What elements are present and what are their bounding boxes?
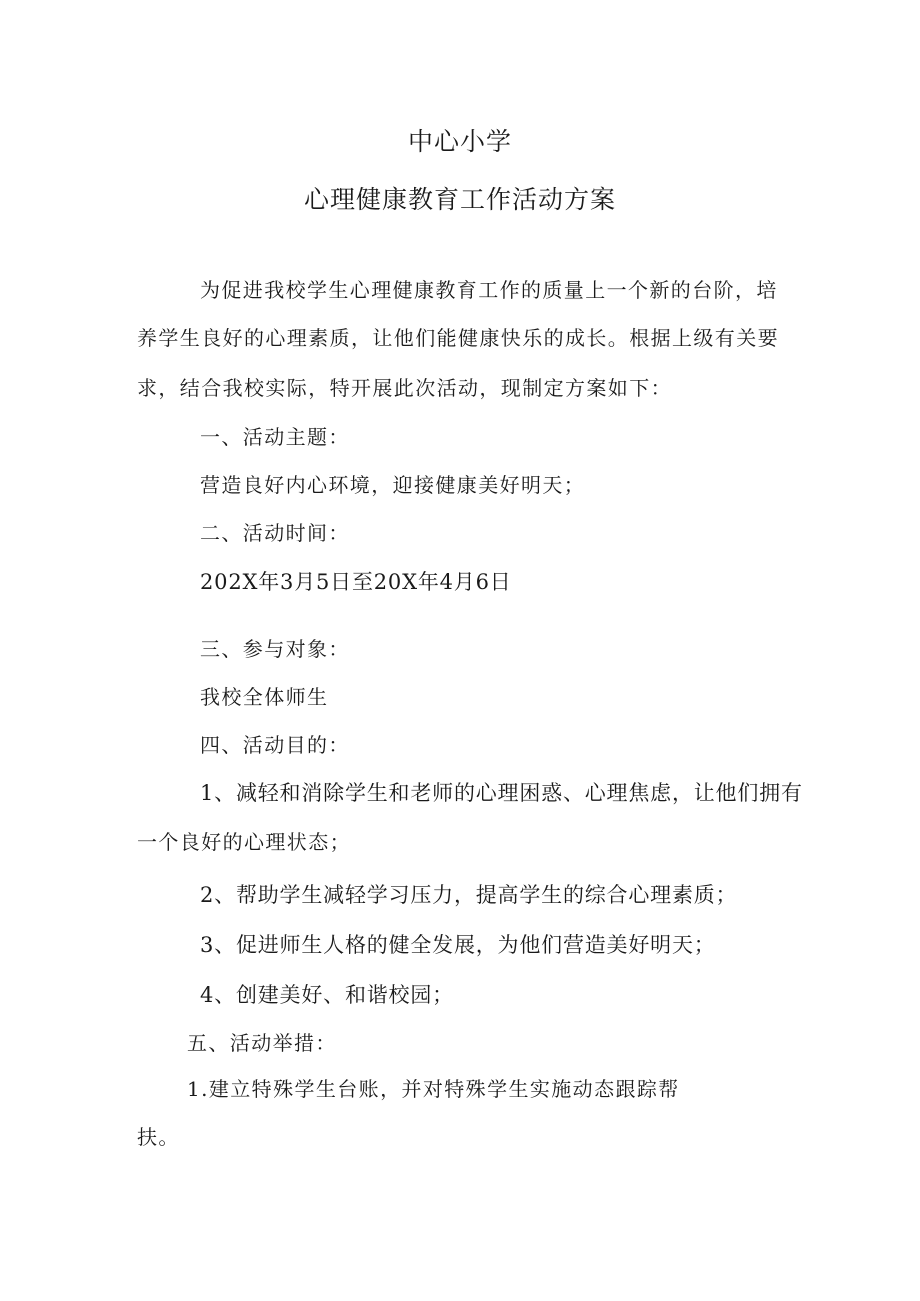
document-title-school: 中心小学 [407, 127, 512, 156]
section5-heading: 五、活动举措： [187, 1031, 337, 1055]
section2-content: 202X年3月5日至20X年4月6日 [200, 570, 512, 594]
intro-line-1: 为促进我校学生心理健康教育工作的质量上一个新的台阶，培 [200, 278, 778, 302]
section4-item1-line2: 一个良好的心理状态； [137, 830, 351, 854]
intro-line-3: 求，结合我校实际，特开展此次活动，现制定方案如下： [137, 376, 672, 400]
section4-item2: 2、帮助学生减轻学习压力，提高学生的综合心理素质； [200, 883, 738, 907]
section4-item3: 3、促进师生人格的健全发展，为他们营造美好明天； [200, 933, 716, 957]
section5-item1-line2: 扶。 [137, 1125, 180, 1149]
section5-item1-line1: 1.建立特殊学生台账，并对特殊学生实施动态跟踪帮 [187, 1077, 680, 1101]
section4-item1-line1: 1、减轻和消除学生和老师的心理困惑、心理焦虑，让他们拥有 [200, 781, 803, 805]
section3-heading: 三、参与对象： [200, 637, 350, 661]
section4-item4: 4、创建美好、和谐校园； [200, 983, 454, 1007]
section4-heading: 四、活动目的： [200, 733, 350, 757]
section1-content: 营造良好内心环境，迎接健康美好明天； [200, 473, 586, 497]
document-title-main: 心理健康教育工作活动方案 [303, 185, 616, 214]
section2-heading: 二、活动时间： [200, 521, 350, 545]
section1-heading: 一、活动主题： [200, 425, 350, 449]
intro-line-2: 养学生良好的心理素质，让他们能健康快乐的成长。根据上级有关要 [137, 326, 779, 350]
section3-content: 我校全体师生 [200, 685, 329, 709]
